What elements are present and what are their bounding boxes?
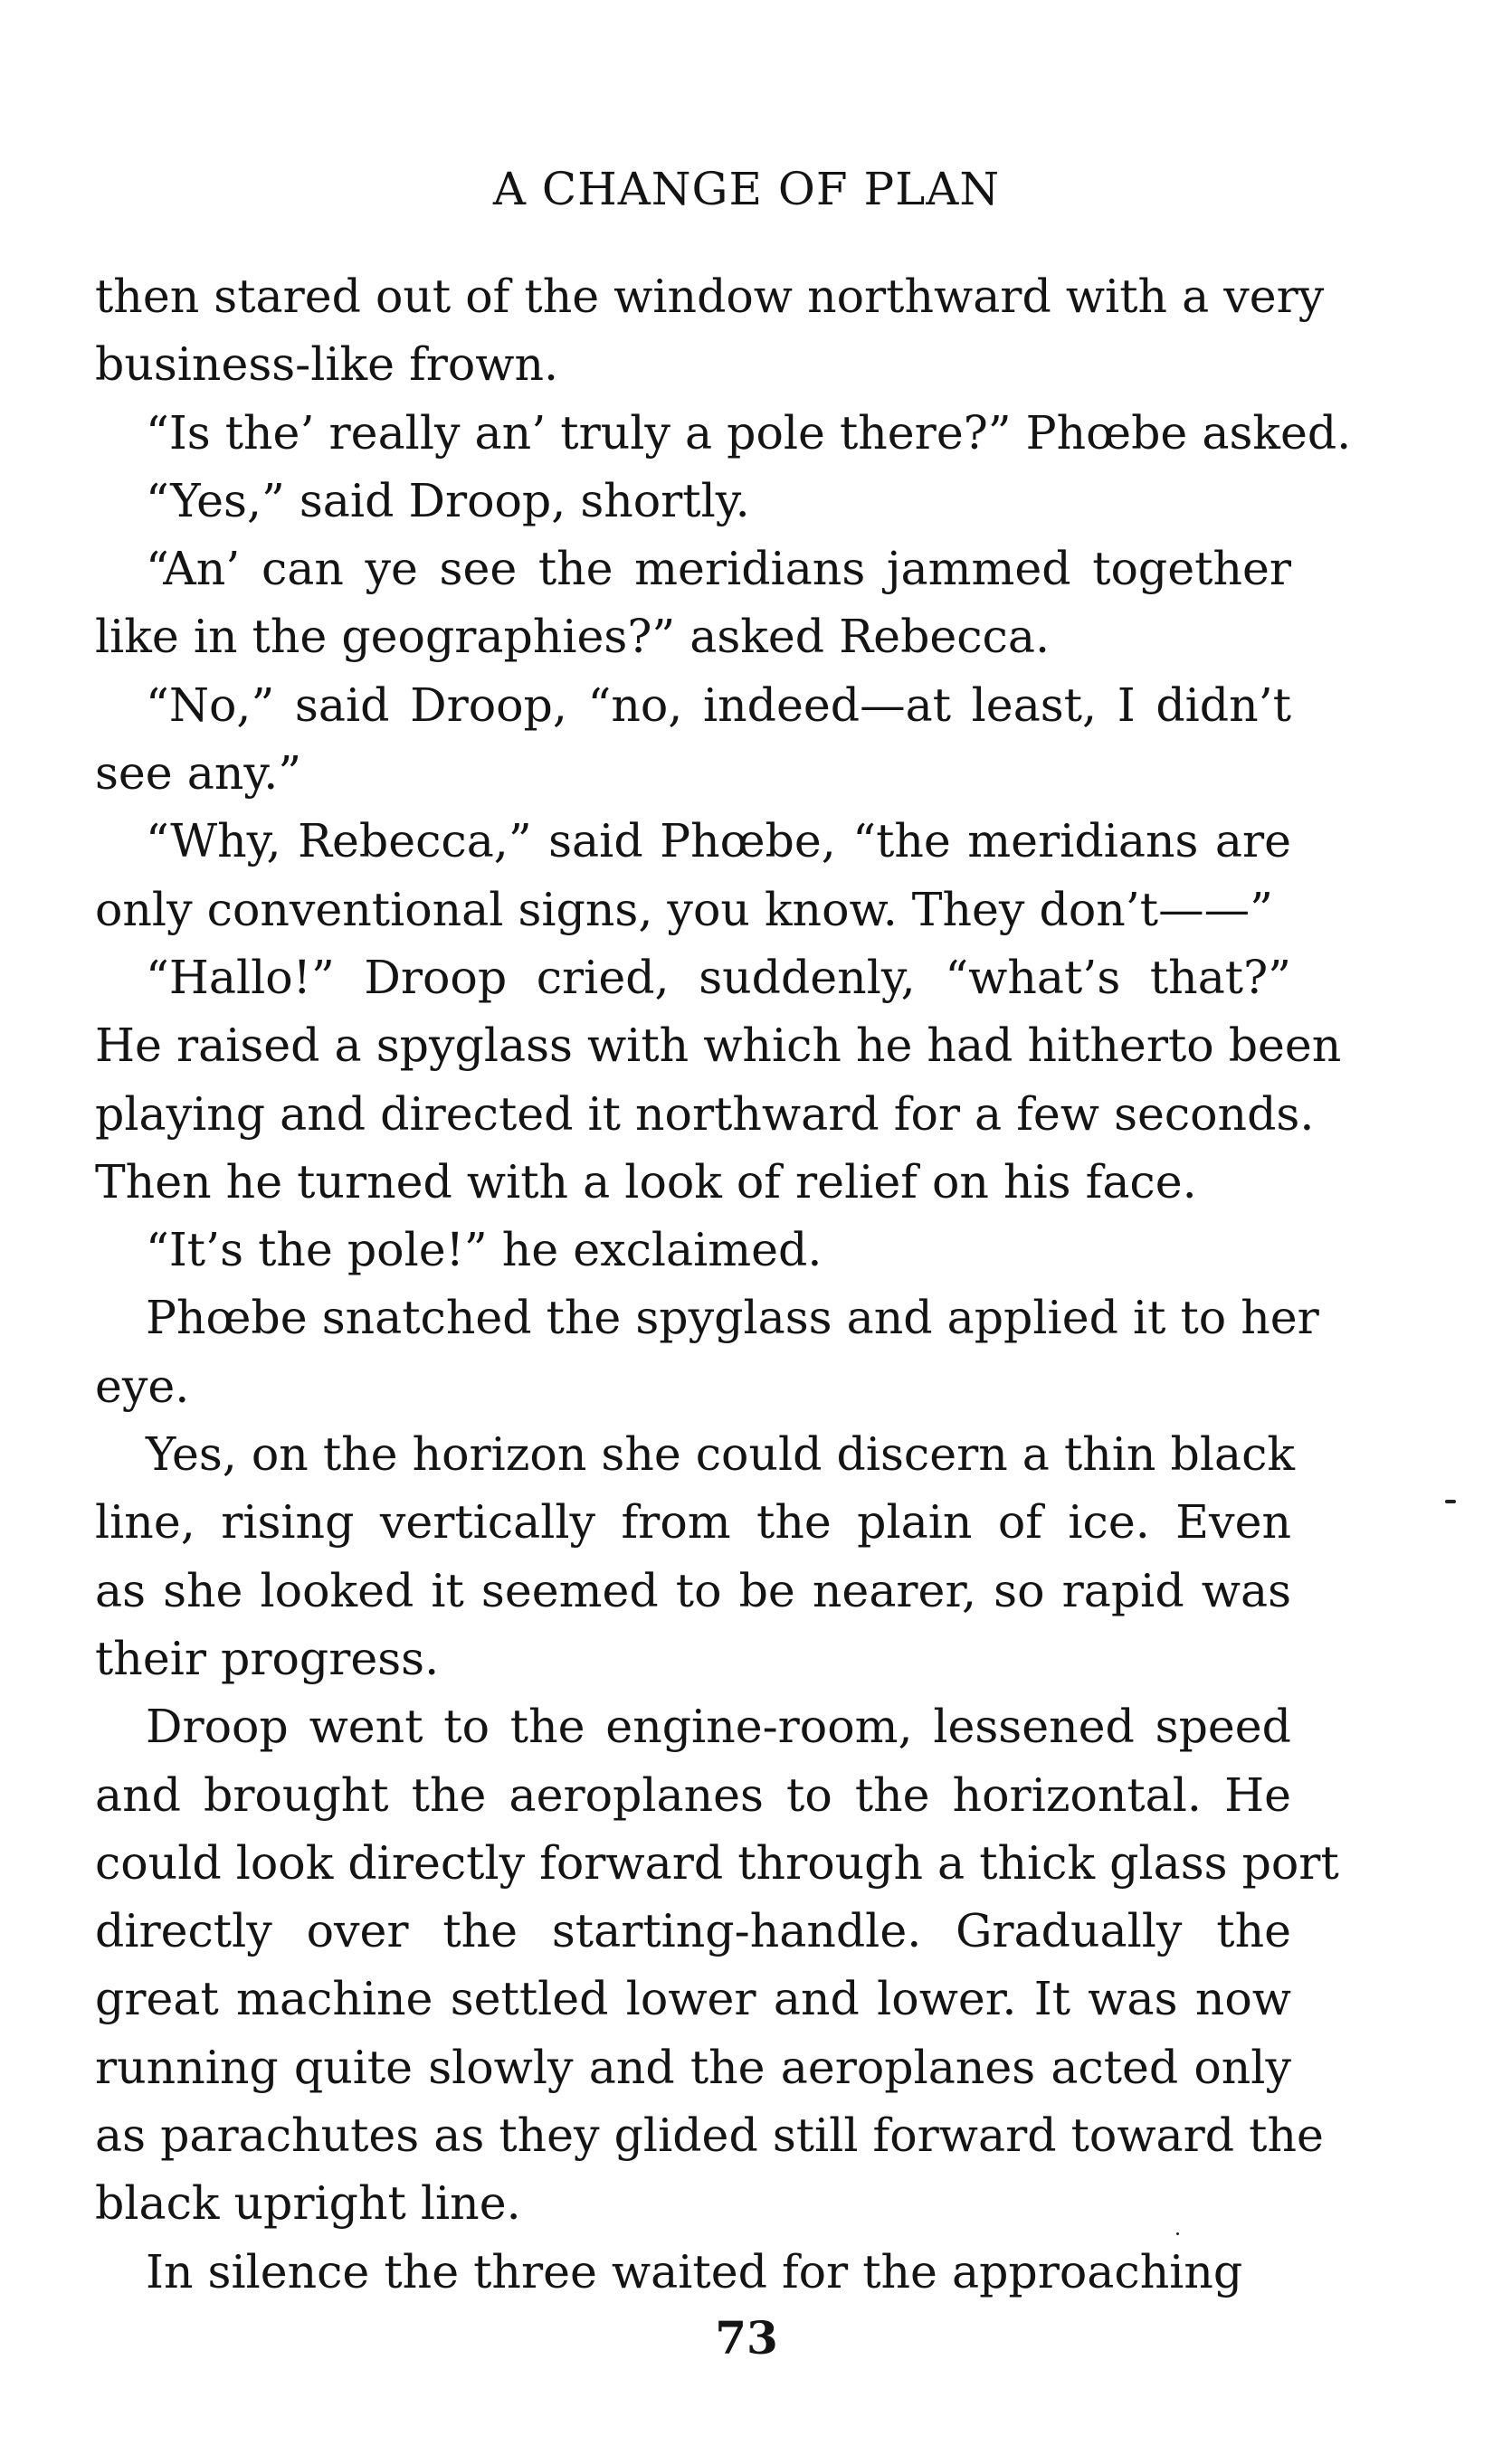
paragraph — [95, 467, 1291, 535]
paragraph — [95, 943, 1342, 1216]
text-line: playing and directed it northward for a few seconds. — [95, 1086, 1315, 1141]
text-line: then stared out of the window northward with a very — [95, 270, 1325, 323]
text-line: Droop went to the engine-room, lessened speed — [146, 1700, 1291, 1754]
text-line: see any.” — [95, 746, 302, 801]
text-line: could look directly forward through a thick glass port — [95, 1835, 1339, 1890]
text-line: He raised a spyglass with which he had hitherto been — [95, 1019, 1342, 1073]
text-line: directly over the starting-handle. Gradually the — [95, 1904, 1291, 1958]
text-line: and brought the aeroplanes to the horizontal. He — [95, 1767, 1291, 1822]
text-line: great machine settled lower and lower. It was now — [95, 1972, 1291, 2026]
text-line: Yes, on the horizon she could discern a thin black — [146, 1427, 1295, 1482]
margin-mark — [1445, 1500, 1456, 1503]
text-line: black upright line. — [95, 2176, 521, 2231]
page-number: 73 — [715, 2311, 778, 2364]
text-line: Then he turned with a look of relief on his face. — [95, 1154, 1197, 1208]
text-line: “Why, Rebecca,” said Phœbe, “the meridians are — [146, 814, 1291, 868]
text-line: only conventional signs, you know. They don’t——” — [95, 882, 1273, 936]
paragraph — [95, 1284, 1319, 1420]
text-line: business-like frown. — [95, 337, 559, 392]
text-line: eye. — [95, 1359, 190, 1413]
text-line: “Is the’ really an’ truly a pole there?” Phœbe asked. — [146, 405, 1352, 460]
text-line: “No,” said Droop, “no, indeed—at least, I didn’t — [146, 678, 1291, 732]
text-line: as parachutes as they glided still forward toward the — [95, 2109, 1324, 2163]
text-line: “It’s the pole!” he exclaimed. — [146, 1223, 823, 1277]
paragraph — [95, 535, 1291, 671]
text-line: line, rising vertically from the plain of ice. Even — [95, 1495, 1291, 1549]
text-line: In silence the three waited for the approaching — [146, 2244, 1243, 2298]
paragraph — [95, 399, 1352, 467]
text-line: like in the geographies?” asked Rebecca. — [95, 610, 1051, 664]
paragraph — [95, 1420, 1295, 1692]
paragraph — [95, 1216, 1291, 1284]
paragraph — [95, 1692, 1339, 2237]
text-line: running quite slowly and the aeroplanes acted only — [95, 2040, 1291, 2094]
dust-speck — [1176, 2232, 1179, 2235]
paragraph — [95, 807, 1291, 943]
text-line: “Yes,” said Droop, shortly. — [146, 473, 750, 527]
text-line: “Hallo!” Droop cried, suddenly, “what’s that?” — [146, 950, 1291, 1004]
text-line: “An’ can ye see the meridians jammed together — [146, 542, 1291, 596]
running-head: A CHANGE OF PLAN — [492, 163, 1001, 215]
text-line: their progress. — [95, 1631, 440, 1685]
paragraph — [95, 671, 1291, 808]
text-line: as she looked it seemed to be nearer, so rapid was — [95, 1563, 1291, 1617]
text-line: Phœbe snatched the spyglass and applied it to her — [146, 1291, 1319, 1345]
body-text — [95, 262, 1352, 2306]
paragraph — [95, 262, 1325, 399]
paragraph — [95, 2238, 1291, 2306]
